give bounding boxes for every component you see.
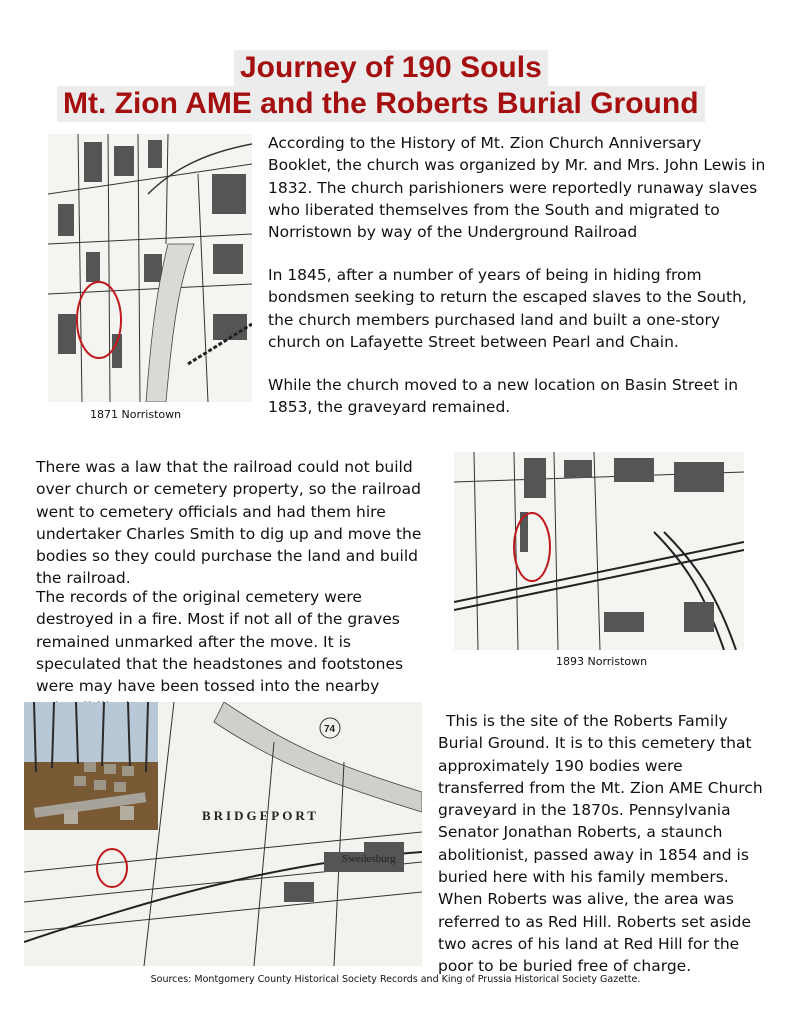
map-bridgeport (24, 702, 422, 966)
cemetery-photo (24, 702, 158, 830)
paragraph-roberts: This is the site of the Roberts Family Burial Ground. It is to this cemetery that approximately 190 bodies were transferred from the Mt. Zion AME Church graveyard in the 1870s. Pennsylvania Senator Jonathan Roberts, a staunch abolitionist, passed away in 1854 and is buried here with his family members. When Roberts was alive, the area was referred to as Red Hill. Roberts set aside two acres of his land at Red Hill for the poor to be buried free of charge. (438, 712, 763, 976)
paragraph-history: According to the History of Mt. Zion Church Anniversary Booklet, the church was organized by Mr. and Mrs. John Lewis in 1832. The church parishioners were reportedly runaway slaves who liberated themselves from the South and migrated to Norristown by way of the Underground Railroad (268, 134, 766, 242)
page-subtitle: Mt. Zion AME and the Roberts Burial Ground (57, 86, 705, 122)
page-title: Journey of 190 Souls (234, 50, 548, 86)
map-label-route: 74 (324, 724, 336, 735)
map-label-swedesburg: Swedesburg (342, 853, 396, 865)
paragraph-1853: While the church moved to a new location on Basin Street in 1853, the graveyard remained. (268, 376, 739, 417)
map-1871-norristown (48, 134, 252, 402)
map-1893-norristown (454, 452, 744, 650)
sources-footnote: Sources: Montgomery County Historical Society Records and King of Prussia Historical Society Gazette. (150, 974, 641, 985)
paragraph-railroad-law: There was a law that the railroad could not build over church or cemetery property, so the railroad went to cemetery officials and had them hire undertaker Charles Smith to dig up and move the bodies so they could purchase the land and build the railroad. (36, 458, 422, 588)
map-label-bridgeport: BRIDGEPORT (202, 808, 319, 823)
map-1871-caption: 1871 Norristown (90, 408, 182, 421)
paragraph-records: The records of the original cemetery were destroyed in a fire. Most if not all of the graves remained unmarked after the move. It is speculated that the headstones and footstones were may have been tossed into the nearby (36, 588, 404, 696)
map-1893-caption: 1893 Norristown (556, 655, 648, 668)
paragraph-1845: In 1845, after a number of years of being in hiding from bondsmen seeking to return the escaped slaves to the South, the church members purchased land and built a one-story church on Lafayette Street between Pearl and Chain. (268, 266, 747, 351)
